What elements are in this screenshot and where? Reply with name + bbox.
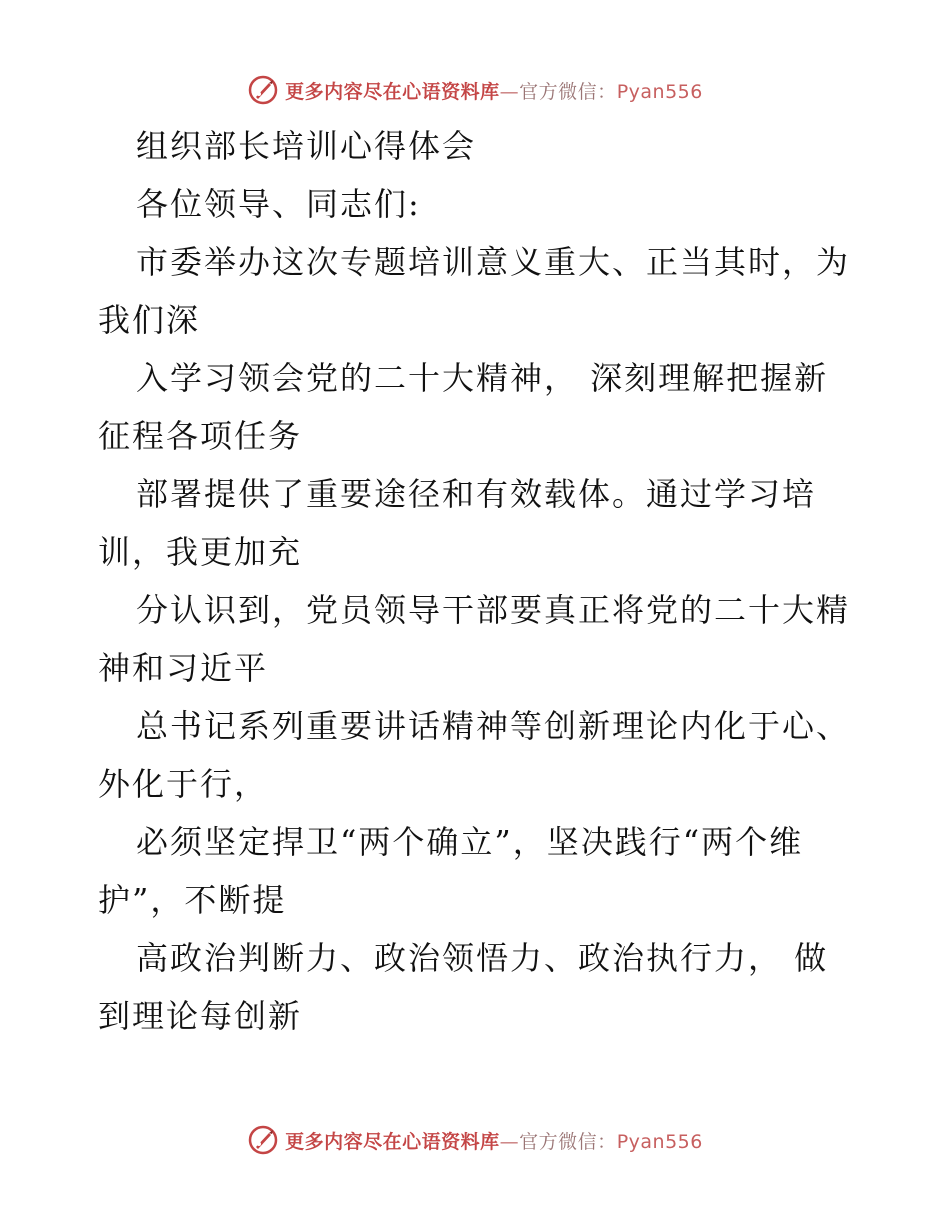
paragraph-line: 高政治判断力、政治领悟力、政治执行力， 做 [136, 939, 829, 977]
quill-pen-logo-icon [247, 74, 279, 106]
paragraph-line: 训，我更加充 [98, 533, 303, 571]
paragraph-line: 市委举办这次专题培训意义重大、正当其时，为 [136, 243, 851, 281]
footer-watermark [0, 1120, 950, 1160]
paragraph-line: 部署提供了重要途径和有效载体。通过学习培 [136, 475, 817, 513]
paragraph-line: 护”，不断提 [98, 881, 287, 919]
document-title: 组织部长培训心得体会 [136, 127, 477, 165]
watermark-separator: — [499, 80, 520, 103]
paragraph-line: 总书记系列重要讲话精神等创新理论内化于心、 [136, 707, 851, 745]
watermark-text [285, 1127, 703, 1154]
watermark-official: 官方微信： [519, 1130, 617, 1153]
watermark-separator: — [499, 1130, 520, 1153]
paragraph-line: 到理论每创新 [98, 997, 303, 1035]
header-watermark [0, 70, 950, 110]
paragraph-line: 外化于行， [98, 765, 269, 803]
paragraph-line: 分认识到，党员领导干部要真正将党的二十大精 [136, 591, 851, 629]
watermark-handle: Pyan556 [616, 1130, 703, 1153]
paragraph-line: 征程各项任务 [98, 417, 303, 455]
watermark-text [285, 77, 703, 104]
watermark-brand: 更多内容尽在心语资料库 [285, 1130, 500, 1153]
watermark-brand: 更多内容尽在心语资料库 [285, 80, 500, 103]
paragraph-line: 我们深 [98, 301, 201, 339]
paragraph-line: 入学习领会党的二十大精神， 深刻理解把握新 [136, 359, 829, 397]
paragraph-line: 神和习近平 [98, 649, 269, 687]
quill-pen-logo-icon [247, 1124, 279, 1156]
document-salutation: 各位领导、同志们: [136, 185, 421, 223]
paragraph-line: 必须坚定捍卫“两个确立”，坚决践行“两个维 [136, 823, 804, 861]
watermark-handle: Pyan556 [616, 80, 703, 103]
watermark-official: 官方微信： [519, 80, 617, 103]
